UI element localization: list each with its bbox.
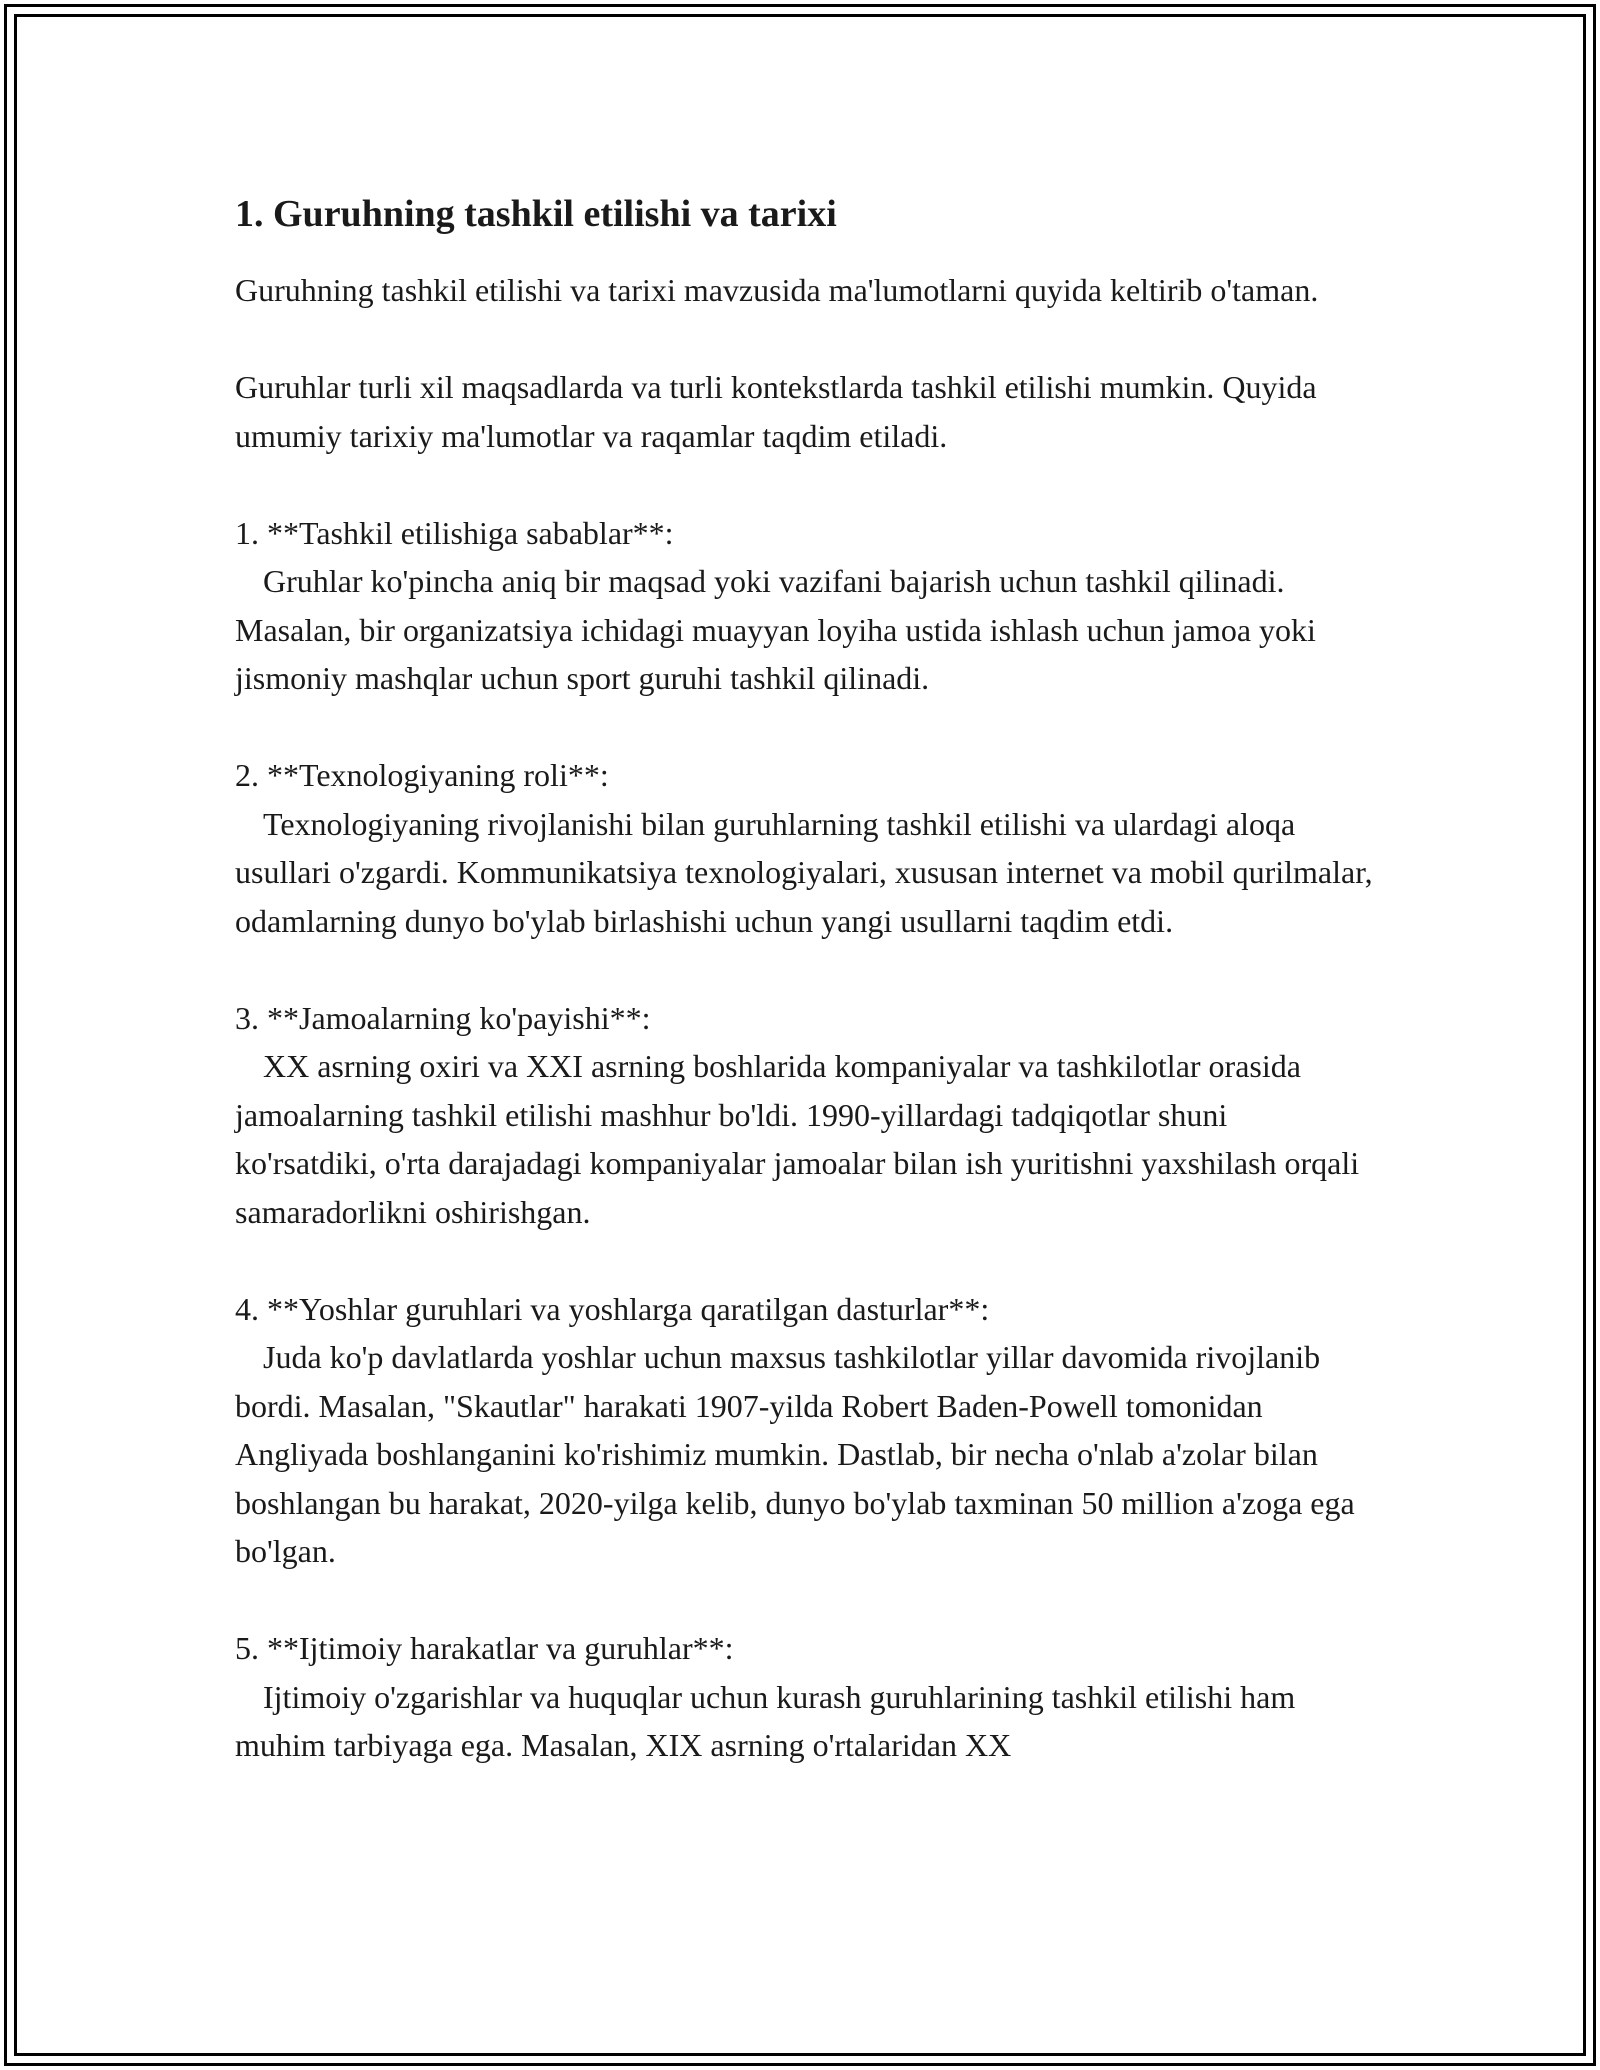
- list-item-4: [235, 1285, 1375, 1576]
- list-item-body: Ijtimoiy o'zgarishlar va huquqlar uchun kurash guruhlarining tashkil etilishi ham muhim tarbiyaga ega. Masalan, XIX asrning o'rtalaridan XX: [235, 1678, 1296, 1763]
- list-item-body: Gruhlar ko'pincha aniq bir maqsad yoki vazifani bajarish uchun tashkil qilinadi. Masalan, bir organizatsiya ichidagi muayyan loyiha ustida ishlash uchun jamoa yoki jismoniy mashqlar uchun sport guruhi tashkil qilinadi.: [235, 563, 1316, 696]
- intro-paragraph-2: Guruhlar turli xil maqsadlarda va turli kontekstlarda tashkil etilishi mumkin. Quyida umumiy tarixiy ma'lumotlar va raqamlar taqdim etiladi.: [235, 369, 1317, 454]
- list-item-body: Juda ko'p davlatlarda yoshlar uchun maxsus tashkilotlar yillar davomida rivojlanib bordi. Masalan, "Skautlar" harakati 1907-yilda Robert Baden-Powell tomonidan Angliyada boshlanganini ko'rishimiz mumkin. Dastlab, bir necha o'nlab a'zolar bilan boshlangan bu harakat, 2020-yilga kelib, dunyo bo'ylab taxminan 50 million a'zoga ega bo'lgan.: [235, 1339, 1355, 1569]
- list-item-title: 5. **Ijtimoiy harakatlar va guruhlar**:: [235, 1630, 734, 1666]
- list-item-body: XX asrning oxiri va XXI asrning boshlarida kompaniyalar va tashkilotlar orasida jamoalarning tashkil etilishi mashhur bo'ldi. 1990-yillardagi tadqiqotlar shuni ko'rsatdiki, o'rta darajadagi kompaniyalar jamoalar bilan ish yuritishni yaxshilash orqali samaradorlikni oshirishgan.: [235, 1048, 1360, 1230]
- section-heading: 1. Guruhning tashkil etilishi va tarixi: [235, 193, 837, 235]
- list-item-title: 2. **Texnologiyaning roli**:: [235, 757, 609, 793]
- list-item-title: 1. **Tashkil etilishiga sabablar**:: [235, 514, 674, 551]
- list-item-title: 4. **Yoshlar guruhlari va yoshlarga qaratilgan dasturlar**:: [235, 1290, 990, 1327]
- list-item-title: 3. **Jamoalarning ko'payishi**:: [235, 999, 651, 1036]
- list-item-2: [235, 751, 1375, 945]
- list-item-1: [235, 509, 1375, 703]
- list-item-3: [235, 994, 1375, 1237]
- list-item-5: [235, 1624, 1375, 1770]
- intro-paragraph-1: Guruhning tashkil etilishi va tarixi mavzusida ma'lumotlarni quyida keltirib o'taman.: [235, 272, 1319, 308]
- list-item-body: Texnologiyaning rivojlanishi bilan guruhlarning tashkil etilishi va ulardagi aloqa usullari o'zgardi. Kommunikatsiya texnologiyalari, xususan internet va mobil qurilmalar, odamlarning dunyo bo'ylab birlashishi uchun yangi usullarni taqdim etdi.: [235, 805, 1373, 939]
- document-content: [235, 190, 1375, 1818]
